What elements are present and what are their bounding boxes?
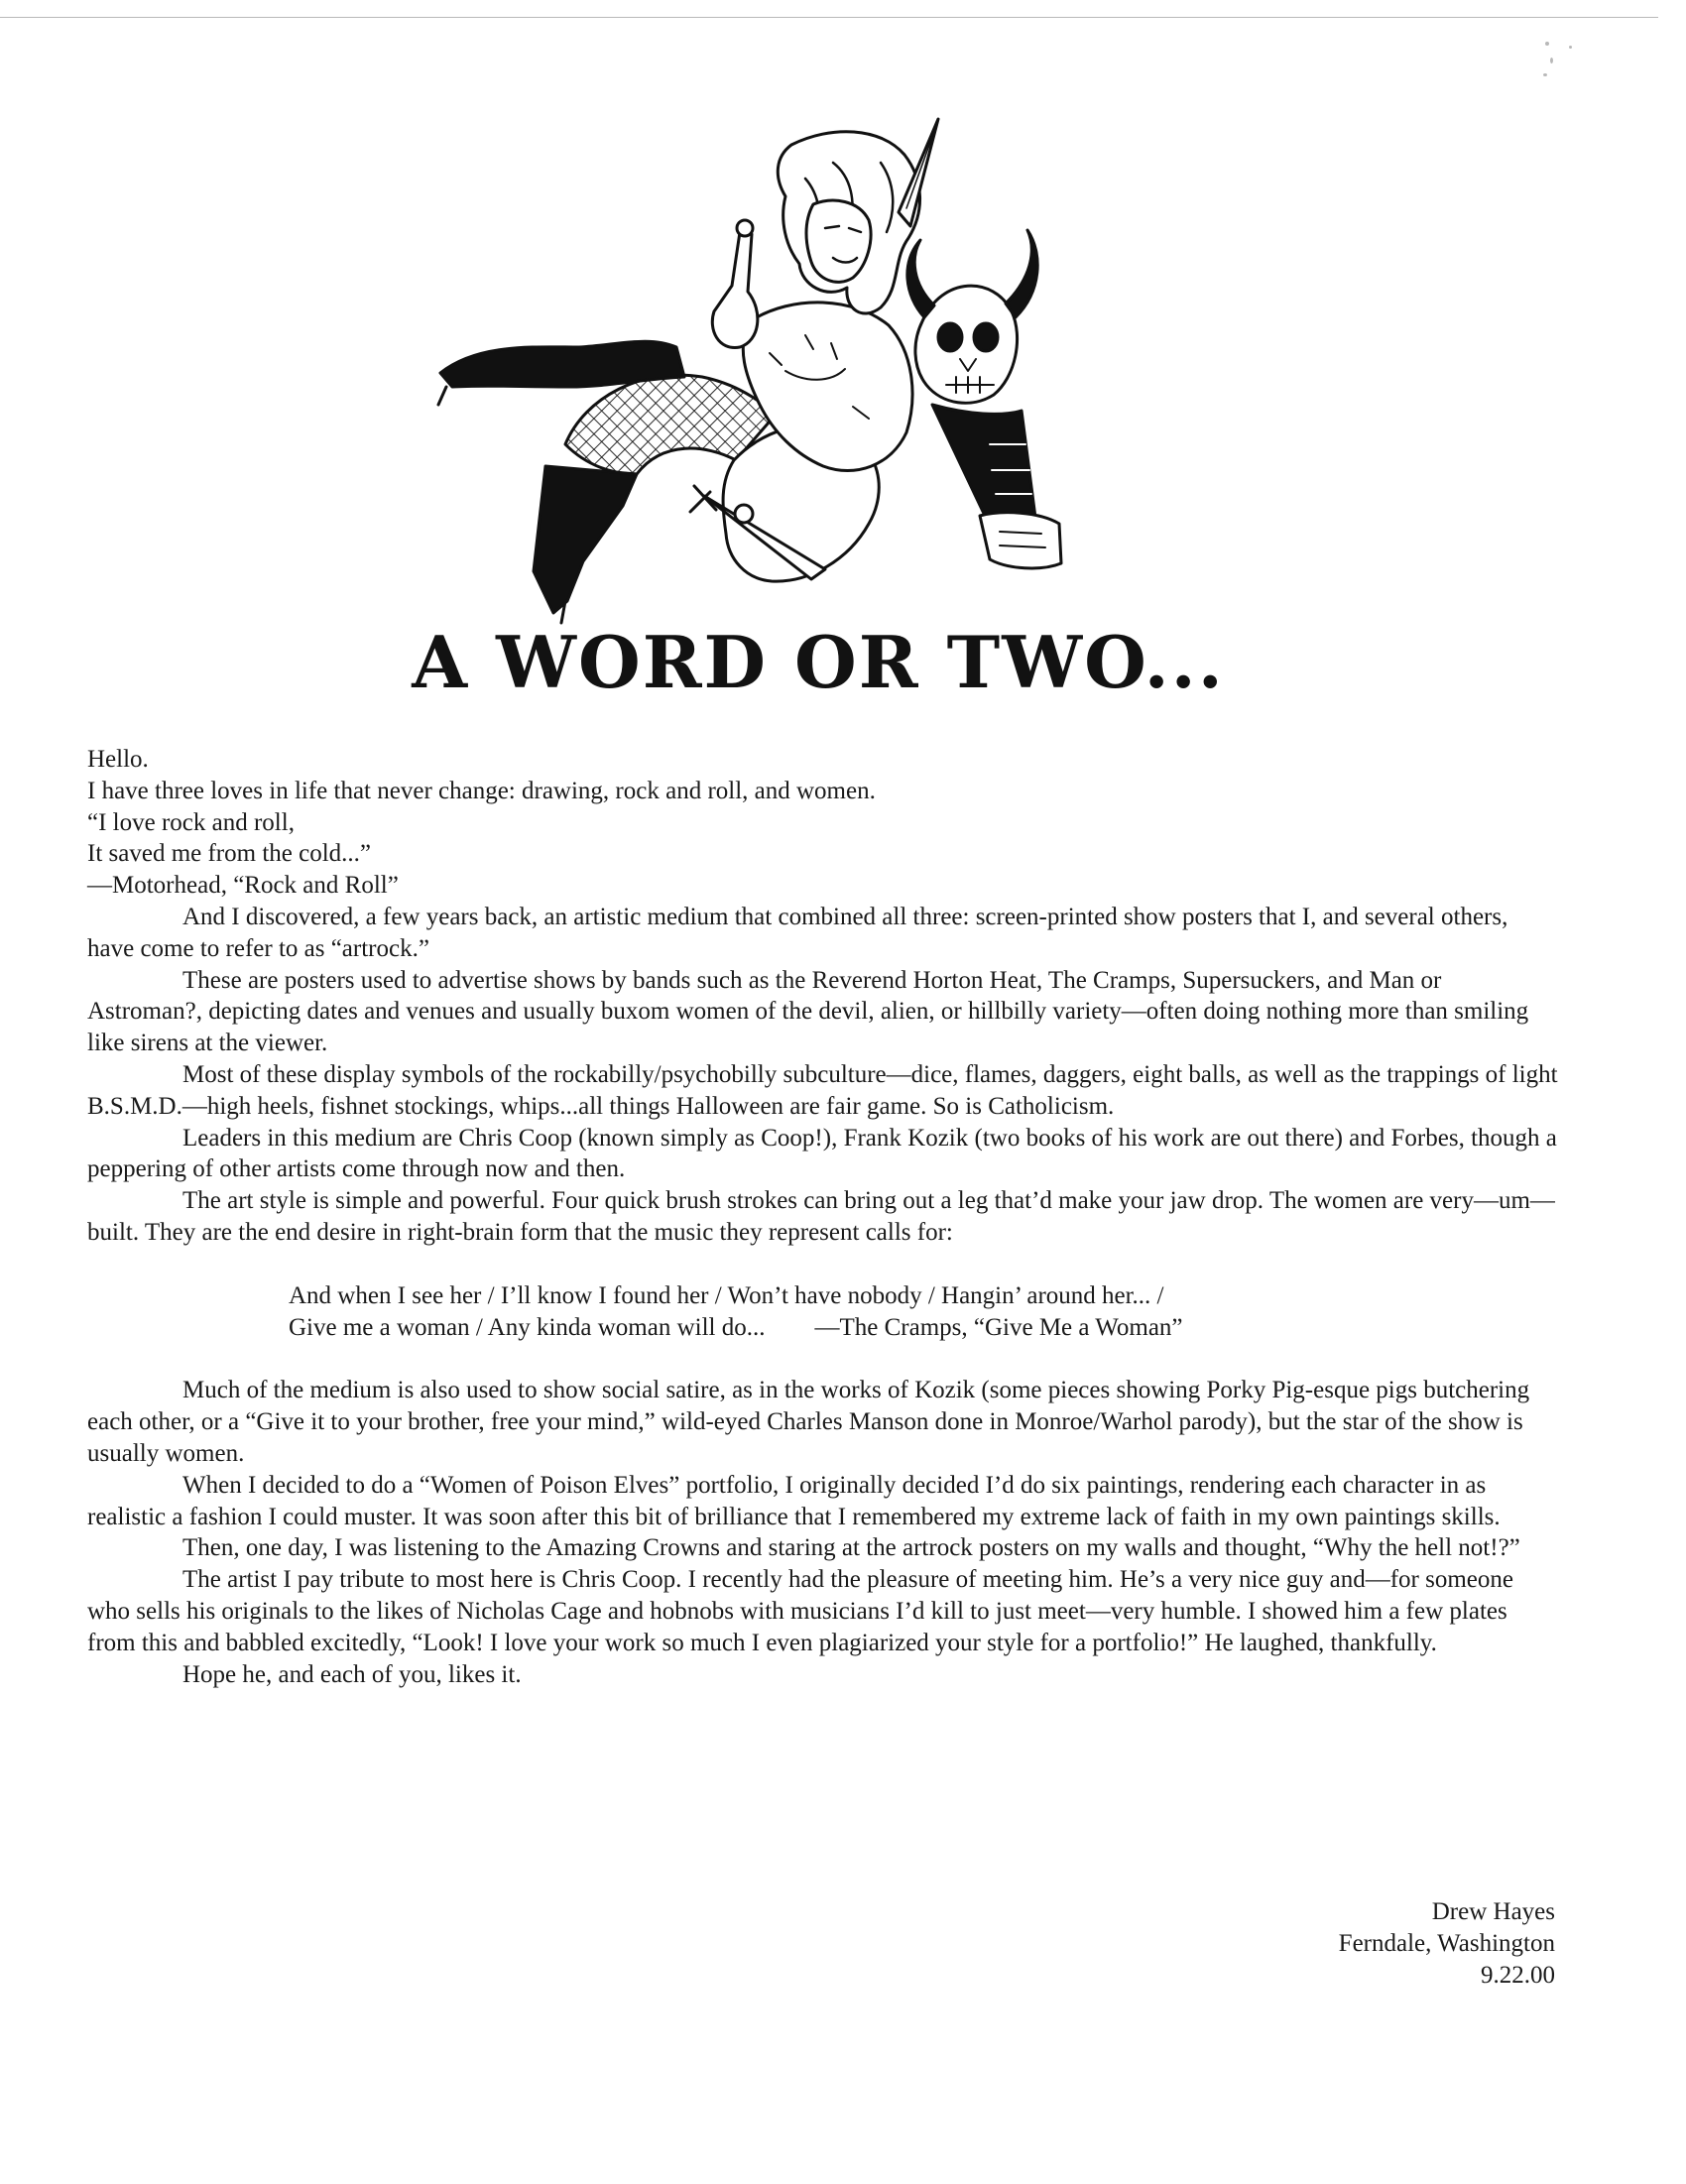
raised-boot [440,341,684,387]
armored-arm [932,405,1035,523]
scan-speck [1550,58,1553,63]
greeting: Hello. [87,746,149,773]
lyric-line: Give me a woman / Any kinda woman will do... [289,1313,766,1341]
gauntlet [980,513,1061,568]
paragraph: The art style is simple and powerful. Four quick brush strokes can bring out a leg that’d make your jaw drop. The women are very—um—built. They are the end desire in right-brain form that the music they represent calls for: [87,1187,1555,1246]
scan-speck [1545,42,1549,46]
letter-body [87,744,1560,1690]
paragraph: These are posters used to advertise shows by bands such as the Reverend Horton Heat, The Cramps, Supersuckers, and Man or Astroman?, depicting dates and venues and usually buxom women of the devil, alien, or hillbilly variety—often doing nothing more than smiling like sirens at the viewer. [87,966,1529,1057]
face [806,200,871,282]
signature-block [1339,1896,1555,1991]
paragraph: Most of these display symbols of the rockabilly/psychobilly subculture—dice, flames, daggers, eight balls, as well as the trappings of light B.S.M.D.—high heels, fishnet stockings, whips...all things Halloween are fair game. So is Catholicism. [87,1060,1558,1120]
song-lyrics [289,1280,1560,1344]
intro-line: I have three loves in life that never change: drawing, rock and roll, and women. [87,777,876,804]
quote-attribution: —Motorhead, “Rock and Roll” [87,872,399,900]
lyric-line: And when I see her / I’ll know I found her / Won’t have nobody / Hangin’ around her... / [289,1281,1164,1309]
paragraph: Then, one day, I was listening to the Amazing Crowns and staring at the artrock posters on my walls and thought, “Why the hell not!?” [182,1534,1520,1562]
paragraph: The artist I pay tribute to most here is Chris Coop. I recently had the pleasure of meeting him. He’s a very nice guy and—for someone who sells his originals to the likes of Nicholas Cage and hobnobs with musicians I’d kill to just meet—very humble. I showed him a few plates from this and babbled excitedly, “Look! I love your work so much I even plagiarized your style for a portfolio!” He laughed, thankfully. [87,1566,1513,1656]
elf-pinup-illustration [417,117,1150,633]
paragraph: Hope he, and each of you, likes it. [182,1660,522,1688]
scan-speck [1569,46,1572,49]
paragraph: Much of the medium is also used to show social satire, as in the works of Kozik (some pieces showing Porky Pig-esque pigs butchering each other, or a “Give it to your brother, free your mind,” wild-eyed Charles Manson done in Monroe/Warhol parody), but the star of the show is usually women. [87,1377,1530,1467]
quote-line: “I love rock and roll, [87,808,295,836]
quote-line: It saved me from the cold...” [87,840,372,868]
top-rule [0,17,1658,18]
arm-with-pen [712,232,758,347]
paragraph: When I decided to do a “Women of Poison Elves” portfolio, I originally decided I’d do six paintings, rendering each character in as realistic a fashion I could muster. It was soon after this bit of brilliance that I remembered my extreme lack of faith in my own paintings skills. [87,1471,1501,1530]
horn-right [1006,230,1037,317]
author-name: Drew Hayes [1431,1898,1555,1925]
paragraph: Leaders in this medium are Chris Coop (known simply as Coop!), Frank Kozik (two books of his work are out there) and Forbes, though a peppering of other artists come through now and then. [87,1124,1557,1183]
paragraph: And I discovered, a few years back, an artistic medium that combined all three: screen-printed show posters that I, and several others, have come to refer to as “artrock.” [87,903,1508,962]
page-title: A WORD OR TWO... [412,620,1225,704]
author-location: Ferndale, Washington [1338,1929,1555,1957]
letter-date: 9.22.00 [1481,1961,1555,1989]
scan-speck [1543,73,1547,76]
lyric-attribution: —The Cramps, “Give Me a Woman” [814,1313,1183,1341]
horn-left [907,240,934,317]
tall-boot [534,466,637,613]
